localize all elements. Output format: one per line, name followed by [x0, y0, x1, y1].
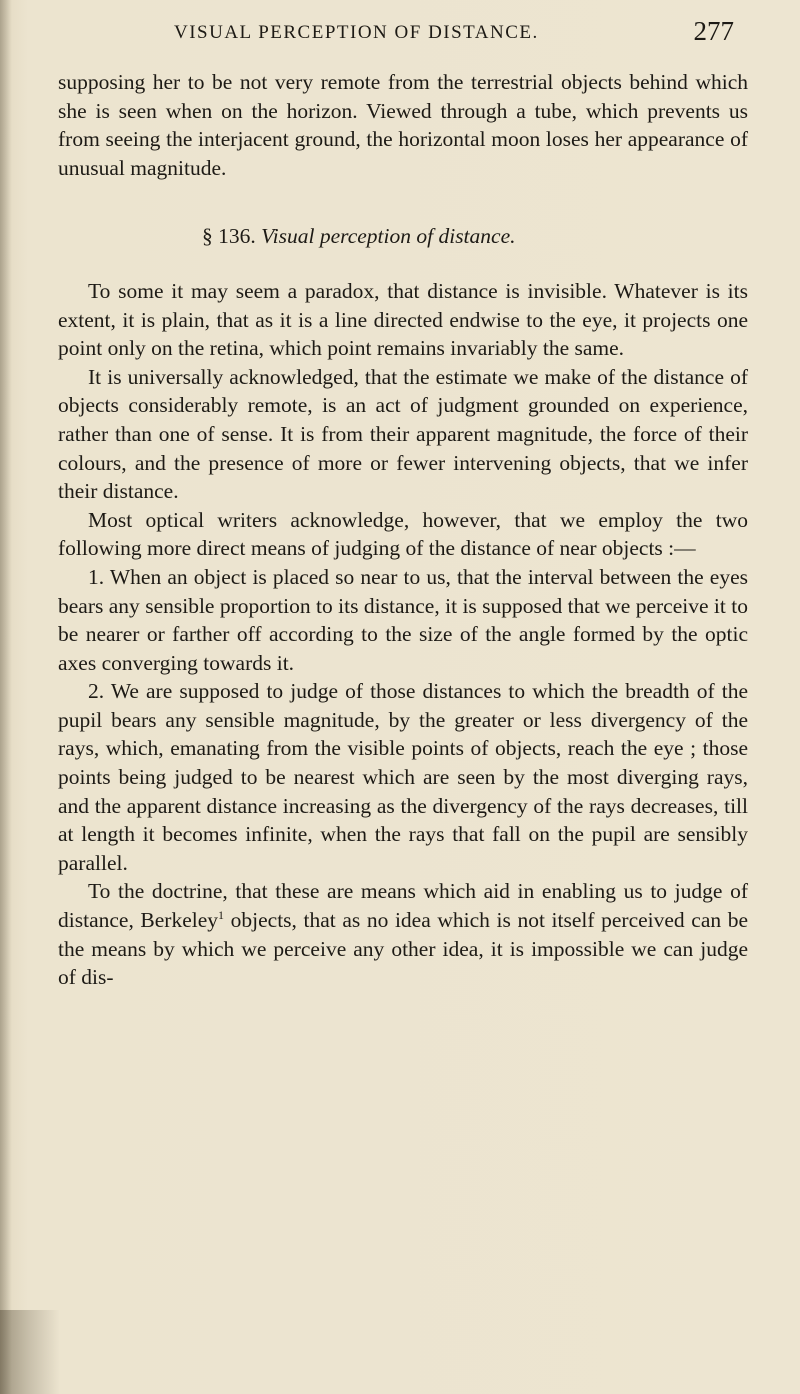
section-number: § 136.	[202, 224, 256, 249]
section-title: Visual perception of distance.	[261, 224, 516, 249]
section-heading	[58, 222, 748, 251]
running-head: VISUAL PERCEPTION OF DISTANCE.	[174, 22, 539, 43]
paragraph-text: objects, that as no idea which is not itself perceived can be the means by which we perceive any other idea, it is impossible we can judge of dis-	[58, 908, 749, 990]
gutter-shadow	[0, 0, 12, 1394]
paragraph-berkeley	[58, 877, 748, 991]
paragraph-text: To the doctrine, that these are means which aid in enabling us to judge of distance, Berkeley	[58, 879, 748, 933]
page-body	[58, 68, 748, 992]
paragraph: Most optical writers acknowledge, however, that we employ the two following more direct means of judging of the distance of near objects :—	[58, 507, 748, 561]
paragraph: To some it may seem a paradox, that distance is invisible. Whatever is its extent, it is plain, that as it is a line directed endwise to the eye, it projects one point only on the retina, which point remains invariably the same.	[58, 278, 748, 361]
edge-stain	[0, 1310, 60, 1394]
numbered-paragraph-2: 2. We are supposed to judge of those distances to which the breadth of the pupil bears any sensible magnitude, by the greater or less divergency of the rays, which, emanating from the visible points of objects, reach the eye ; those points being judged to be nearest which are seen by the most diverging rays, and the apparent distance increasing as the divergency of the rays decreases, till at length it becomes infinite, when the rays that fall on the pupil are sensibly parallel.	[58, 679, 748, 875]
continued-paragraph: supposing her to be not very remote from the terrestrial objects behind which she is seen when on the horizon. Viewed through a tube, which prevents us from seeing the interjacent ground, the horizontal moon loses her appearance of unusual magnitude.	[58, 70, 748, 180]
page-header	[0, 12, 800, 52]
paragraph: It is universally acknowledged, that the estimate we make of the distance of objects considerably remote, is an act of judgment grounded on experience, rather than one of sense. It is from their apparent magnitude, the force of their colours, and the presence of more or fewer intervening objects, that we infer their distance.	[58, 364, 748, 504]
numbered-paragraph-1: 1. When an object is placed so near to us, that the interval between the eyes bears any sensible proportion to its distance, it is supposed that we perceive it to be nearer or farther off according to the size of the angle formed by the optic axes converging towards it.	[58, 564, 748, 675]
page-number: 277	[693, 16, 734, 46]
footnote-mark[interactable]: 1	[218, 907, 225, 922]
